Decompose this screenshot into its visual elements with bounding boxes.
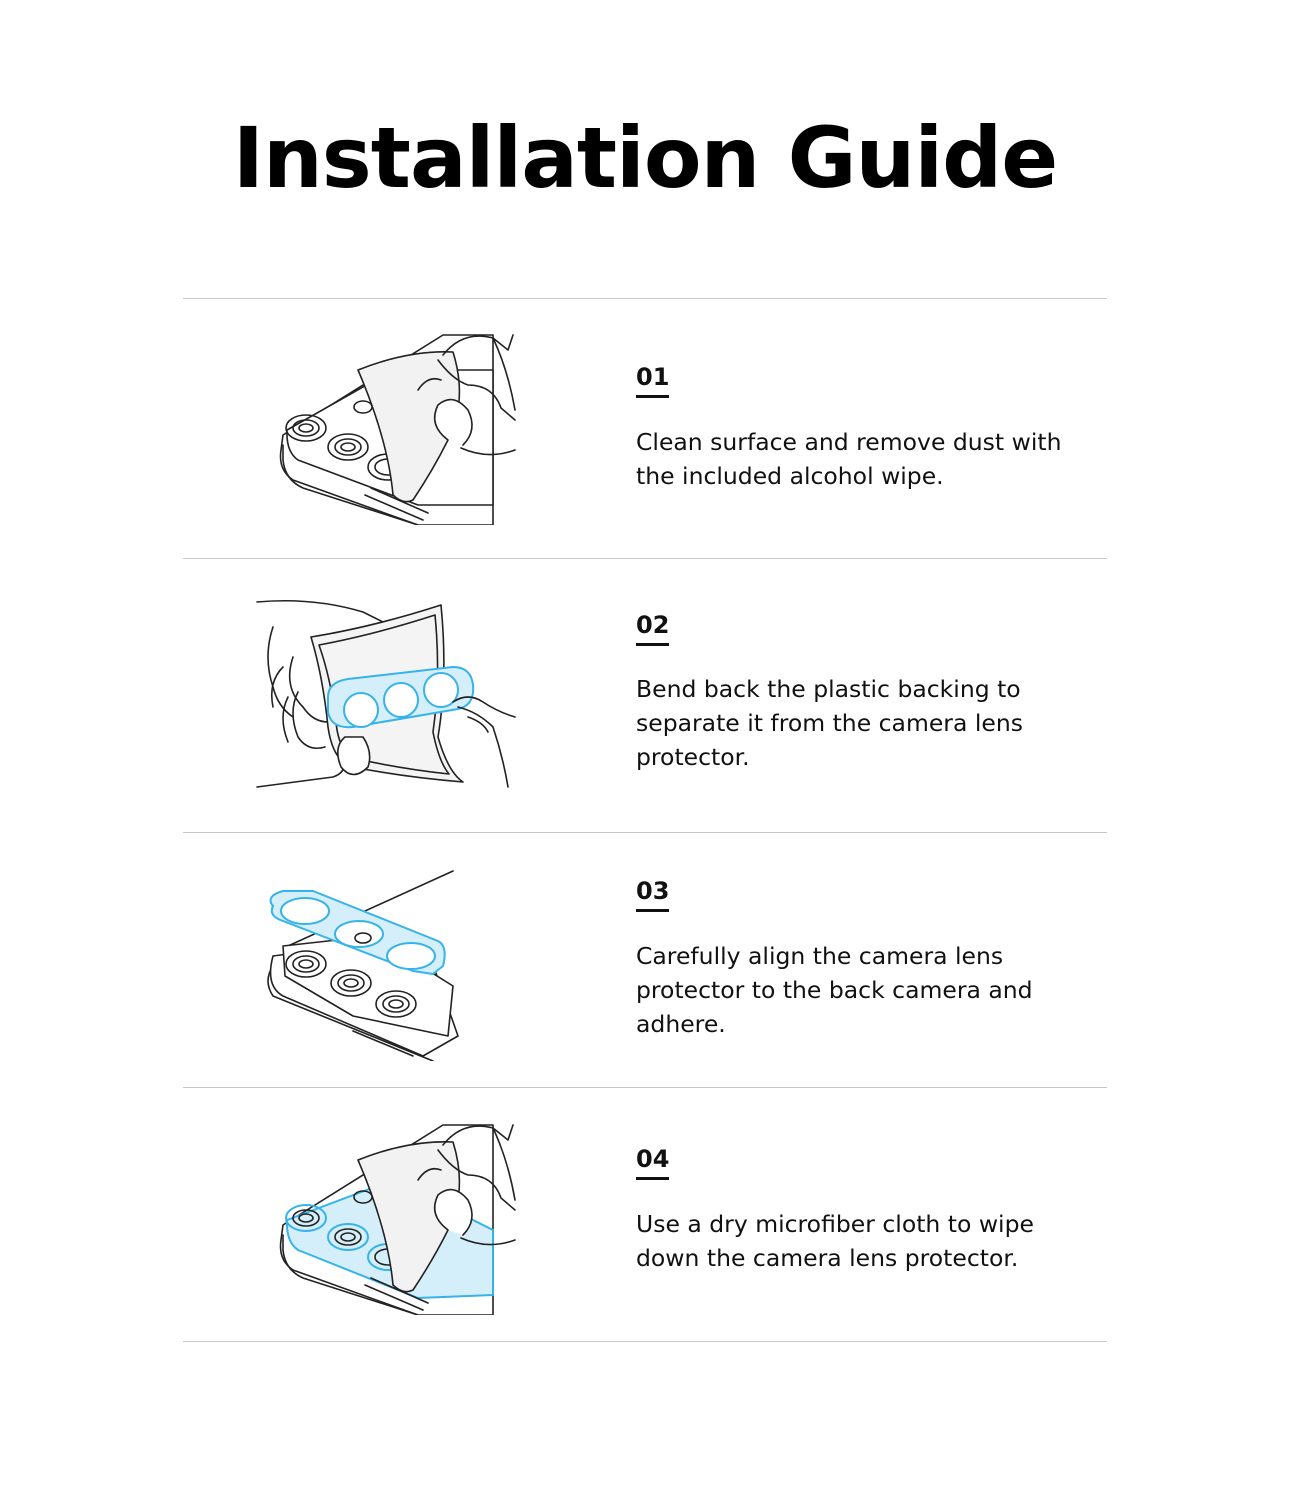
align-protector-illustration [253,866,523,1061]
phone-wipe-protector-illustration [253,1120,523,1315]
page-title: Installation Guide [232,109,1058,207]
step-number: 02 [636,611,670,639]
peel-backing-illustration [253,597,523,792]
divider [183,1087,1107,1088]
divider [183,298,1107,299]
step-description: Use a dry microfiber cloth to wipe down the camera lens protector. [636,1210,1034,1272]
divider [183,1341,1107,1342]
step-description: Bend back the plastic backing to separate it from the camera lens protector. [636,675,1023,771]
step-description: Carefully align the camera lens protector to the back camera and adhere. [636,942,1033,1038]
step-number: 04 [636,1145,670,1173]
step-number: 03 [636,877,670,905]
step-2 [183,597,1107,797]
step-1 [183,330,1107,530]
step-number: 01 [636,363,670,391]
divider [183,832,1107,833]
step-description: Clean surface and remove dust with the included alcohol wipe. [636,428,1062,490]
phone-wipe-illustration [253,330,523,525]
step-4 [183,1120,1107,1320]
divider [183,558,1107,559]
step-3 [183,866,1107,1066]
